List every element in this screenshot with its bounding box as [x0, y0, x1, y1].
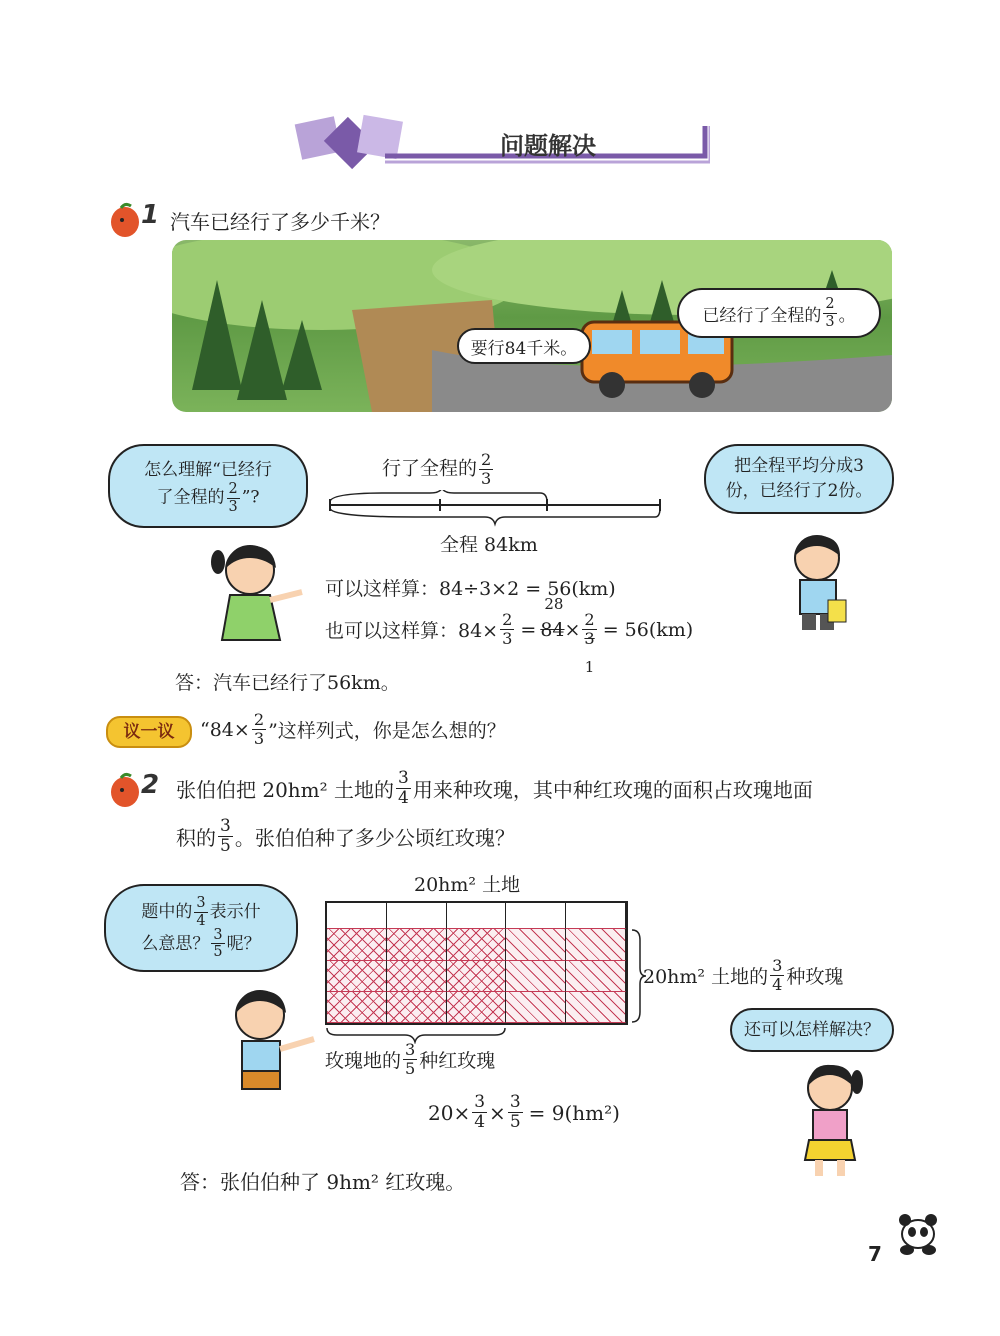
grid-top-label: 20hm² 土地: [414, 874, 521, 896]
grid-cell: [506, 992, 566, 1023]
land-grid-diagram: [325, 901, 628, 1025]
example1-answer: 答：汽车已经行了56km。: [175, 672, 400, 694]
road-scene-illustration: [172, 240, 892, 412]
boy-character-icon: [772, 532, 862, 632]
girl-question-bubble: 怎么理解“已经行 了全程的 $\frac{2}{3}$ ”?: [108, 444, 308, 528]
example2-answer: 答：张伯伯种了 9hm² 红玫瑰。: [180, 1170, 466, 1194]
grid-cell: [327, 929, 387, 960]
page-title: 问题解决: [500, 132, 596, 160]
grid-cell: [447, 992, 507, 1023]
grid-cell: [327, 961, 387, 992]
reduced-28: 28: [544, 594, 564, 613]
grid-bottom-label: 玫瑰地的 $\frac{3}{5}$ 种红玫瑰: [325, 1040, 496, 1079]
panda-icon: [893, 1210, 943, 1256]
example2-formula: 20× $\frac{3}{4}$ × $\frac{3}{5}$ = 9(hm²): [428, 1092, 620, 1132]
example-number-badge-1: [105, 200, 161, 240]
discuss-question: “84× $\frac{2}{3}$ ”这样列式，你是怎么想的？: [200, 710, 506, 749]
grid-cell: [447, 961, 507, 992]
girl-suggestion-bubble: 还可以怎样解决？: [730, 1008, 894, 1052]
boy-answer-bubble: 把全程平均分成3 份，已经行了2份。: [704, 444, 894, 514]
girl-character-icon: [200, 540, 310, 645]
grid-cell: [387, 929, 447, 960]
grid-cell: [506, 929, 566, 960]
example-number-badge-2: [105, 770, 161, 810]
boy-pointing-icon: [210, 985, 320, 1105]
cancelled-3: 3: [584, 629, 595, 649]
grid-cell: [506, 903, 566, 929]
example2-problem-line2: 积的 $\frac{3}{5}$ 。张伯伯种了多少公顷红玫瑰？: [176, 816, 515, 856]
example-number: 1: [141, 200, 160, 230]
fraction-bubble: 已经行了全程的 $\frac{2}{3}$ 。: [677, 288, 881, 338]
grid-right-label: 20hm² 土地的 $\frac{3}{4}$ 种玫瑰: [643, 956, 844, 995]
grid-cell: [447, 929, 507, 960]
boy-question-bubble: 题中的 $\frac{3}{4}$ 表示什 么意思？ $\frac{3}{5}$ 呢？: [104, 884, 298, 972]
grid-cell: [327, 992, 387, 1023]
cancelled-84: 84: [540, 618, 565, 641]
distance-bubble: 要行84千米。: [457, 328, 591, 364]
example1-question: 汽车已经行了多少千米？: [170, 210, 390, 234]
example2-problem-line1: 张伯伯把 20hm² 土地的 $\frac{3}{4}$ 用来种玫瑰，其中种红玫瑰的面积占玫瑰地面: [176, 768, 813, 808]
grid-cell: [566, 961, 626, 992]
diagram-top-label: 行了全程的 $\frac{2}{3}$: [382, 450, 492, 489]
page-number: 7: [868, 1242, 882, 1266]
grid-cell: [387, 903, 447, 929]
reduced-1: 1: [584, 658, 595, 676]
diagram-bottom-label: 全程 84km: [440, 534, 538, 556]
grid-cell: [387, 992, 447, 1023]
grid-cell: [566, 929, 626, 960]
grid-cell: [566, 903, 626, 929]
grid-cell: [387, 961, 447, 992]
example-number: 2: [141, 770, 160, 800]
discuss-badge: 议一议: [106, 716, 192, 748]
method1-calculation: 可以这样算：84÷3×2 = 56(km): [325, 578, 616, 600]
girl-pink-character-icon: [785, 1060, 875, 1185]
grid-cell: [447, 903, 507, 929]
grid-cell: [566, 992, 626, 1023]
method2-calculation: 也可以这样算：84× $\frac{2}{3}$ = 84 28 × 2 3 1 = 56(km): [325, 594, 694, 676]
distance-line-diagram: [325, 490, 675, 530]
grid-cell: [327, 903, 387, 929]
grid-cell: [506, 961, 566, 992]
